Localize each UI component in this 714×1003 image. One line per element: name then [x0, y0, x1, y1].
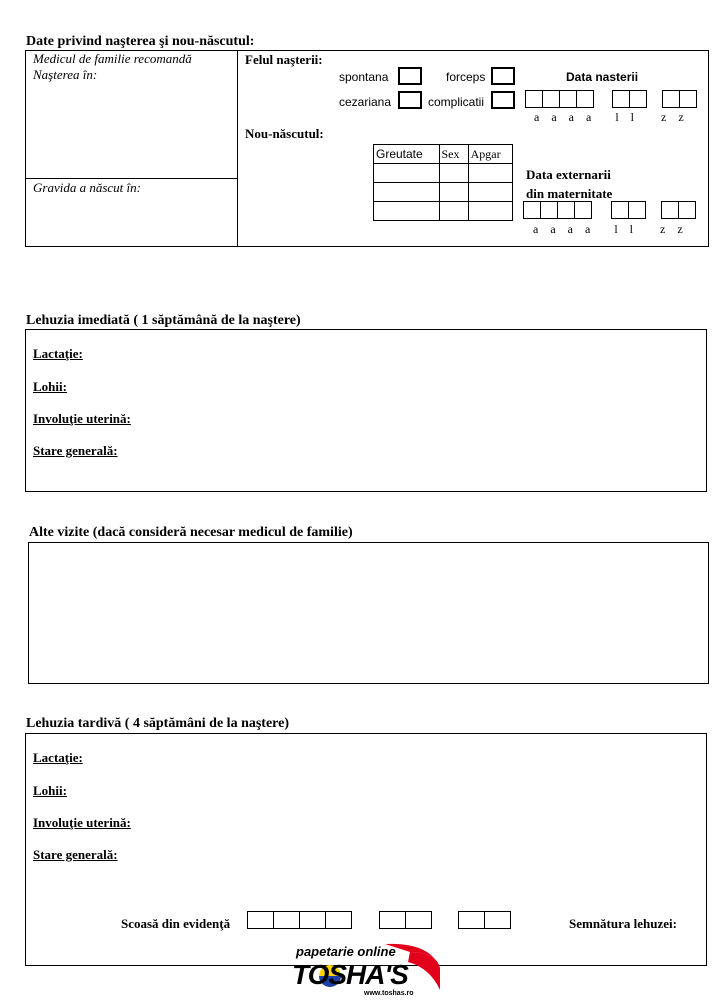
- sex-cell[interactable]: [439, 183, 468, 202]
- late-general-label: Stare generală:: [33, 847, 118, 862]
- logo-brand: TOSHA'S: [292, 959, 408, 990]
- apgar-cell[interactable]: [468, 164, 512, 183]
- option-cezariana-label: cezariana: [339, 95, 392, 109]
- birth-date-format: a a a a l l z z: [534, 110, 684, 124]
- other-visits-title: Alte vizite (dacă consideră necesar medicul de familie): [29, 525, 353, 540]
- discharge-date-year-boxes[interactable]: [524, 201, 592, 219]
- horizontal-divider: [25, 178, 238, 179]
- immediate-title: Lehuzia imediată ( 1 săptămână de la naştere): [26, 313, 301, 328]
- apgar-cell[interactable]: [468, 202, 512, 221]
- signature-label: Semnătura lehuzei:: [569, 916, 677, 931]
- discharge-label-2: din maternitate: [526, 186, 613, 201]
- newborn-header-sex: Sex: [439, 145, 468, 164]
- removed-day-boxes[interactable]: [459, 911, 511, 929]
- discharge-label-1: Data externarii: [526, 167, 611, 182]
- forceps-checkbox[interactable]: [491, 67, 515, 85]
- sex-cell[interactable]: [439, 202, 468, 221]
- logo-url: www.toshas.ro: [364, 990, 414, 997]
- spontana-checkbox[interactable]: [398, 67, 422, 85]
- vertical-divider: [237, 50, 238, 247]
- removed-label: Scoasă din evidenţă: [121, 916, 231, 931]
- discharge-date-month-boxes[interactable]: [612, 201, 646, 219]
- late-uterine-label: Involuţie uterină:: [33, 815, 131, 830]
- pregnant-born-label: Gravida a născut în:: [33, 180, 141, 195]
- delivery-type-label: Felul naşterii:: [245, 52, 323, 67]
- immediate-lochia-label: Lohii:: [33, 379, 67, 394]
- newborn-header-apgar: Apgar: [468, 145, 512, 164]
- weight-cell[interactable]: [374, 202, 440, 221]
- discharge-date-format: a a a a l l z z: [533, 222, 683, 236]
- birth-in-label: Naşterea în:: [33, 67, 98, 82]
- complicatii-checkbox[interactable]: [491, 91, 515, 109]
- immediate-uterine-label: Involuţie uterină:: [33, 411, 131, 426]
- late-title: Lehuzia tardivă ( 4 săptămâni de la naştere): [26, 716, 290, 731]
- other-visits-box[interactable]: [28, 542, 709, 684]
- sex-cell[interactable]: [439, 164, 468, 183]
- birth-section-title: Date privind naşterea şi nou-născutul:: [26, 34, 255, 49]
- removed-month-boxes[interactable]: [380, 911, 432, 929]
- doctor-label: Medicul de familie recomandă: [33, 51, 192, 66]
- cezariana-checkbox[interactable]: [398, 91, 422, 109]
- late-lactation-label: Lactaţie:: [33, 750, 83, 765]
- toshas-logo: [290, 938, 445, 998]
- removed-year-boxes[interactable]: [248, 911, 352, 929]
- apgar-cell[interactable]: [468, 183, 512, 202]
- weight-cell[interactable]: [374, 164, 440, 183]
- option-complicatii-label: complicatii: [428, 95, 485, 109]
- birth-date-day-boxes[interactable]: [663, 90, 697, 108]
- logo-tagline: papetarie online: [296, 944, 396, 959]
- discharge-date-day-boxes[interactable]: [662, 201, 696, 219]
- late-lochia-label: Lohii:: [33, 783, 67, 798]
- birth-date-year-boxes[interactable]: [526, 90, 594, 108]
- newborn-header-weight: Greutate: [374, 145, 440, 164]
- newborn-table: [373, 144, 513, 221]
- option-spontana-label: spontana: [339, 70, 389, 84]
- birth-date-label: Data nasterii: [566, 70, 639, 84]
- birth-date-month-boxes[interactable]: [613, 90, 647, 108]
- newborn-label: Nou-născutul:: [245, 126, 324, 141]
- immediate-lactation-label: Lactaţie:: [33, 346, 83, 361]
- option-forceps-label: forceps: [446, 70, 486, 84]
- immediate-general-label: Stare generală:: [33, 443, 118, 458]
- weight-cell[interactable]: [374, 183, 440, 202]
